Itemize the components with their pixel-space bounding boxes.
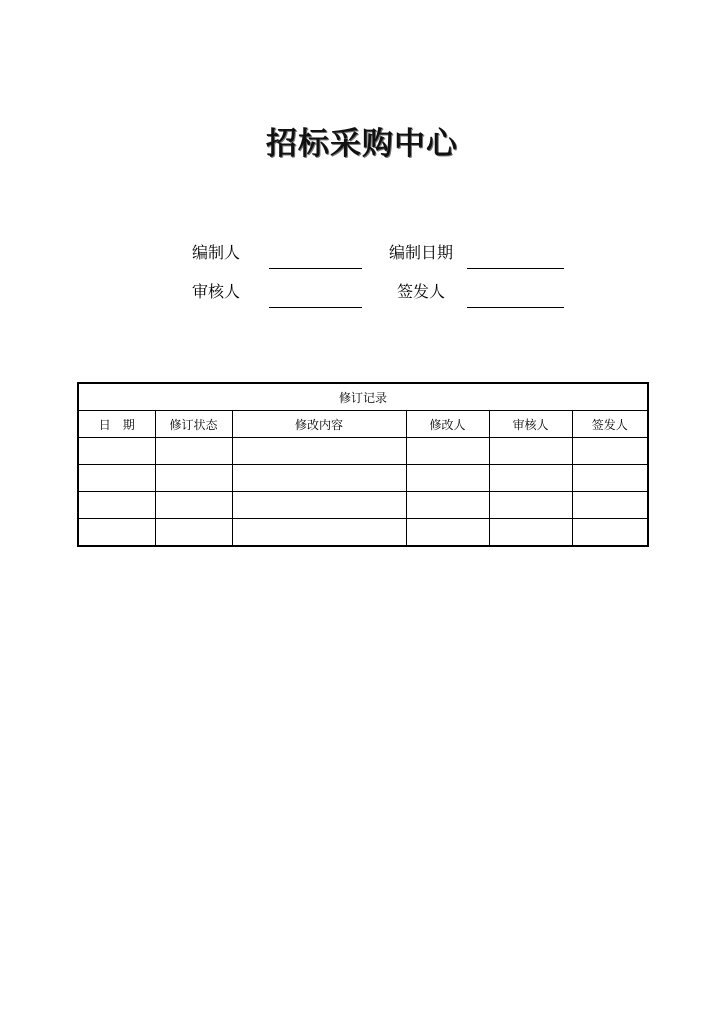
reviewed-by-line bbox=[269, 307, 362, 308]
header-issued-by: 签发人 bbox=[572, 411, 648, 438]
table-cell bbox=[155, 465, 232, 492]
issued-by-label: 签发人 bbox=[397, 282, 446, 301]
table-caption-row bbox=[78, 383, 648, 411]
table-cell bbox=[232, 519, 406, 547]
table-caption: 修订记录 bbox=[78, 383, 648, 411]
table-row bbox=[78, 492, 648, 519]
table-cell bbox=[406, 492, 489, 519]
table-row bbox=[78, 438, 648, 465]
table-cell bbox=[489, 438, 572, 465]
table-cell bbox=[406, 519, 489, 547]
issued-by-line bbox=[467, 307, 564, 308]
table-cell bbox=[155, 519, 232, 547]
header-date: 日 期 bbox=[78, 411, 155, 438]
prepared-date-label: 编制日期 bbox=[389, 243, 454, 262]
table-row bbox=[78, 465, 648, 492]
table-cell bbox=[232, 438, 406, 465]
document-title: 招标采购中心 bbox=[266, 126, 458, 162]
header-change-content: 修改内容 bbox=[232, 411, 406, 438]
table-cell bbox=[489, 492, 572, 519]
table-cell bbox=[406, 438, 489, 465]
table-cell bbox=[78, 438, 155, 465]
table-cell bbox=[232, 492, 406, 519]
table-cell bbox=[78, 492, 155, 519]
prepared-by-label: 编制人 bbox=[192, 243, 241, 262]
table-cell bbox=[155, 438, 232, 465]
table-cell bbox=[489, 519, 572, 547]
revision-record-table bbox=[77, 382, 649, 547]
table-cell bbox=[406, 465, 489, 492]
header-reviewed-by: 审核人 bbox=[489, 411, 572, 438]
table-cell bbox=[155, 492, 232, 519]
header-revision-status: 修订状态 bbox=[155, 411, 232, 438]
reviewed-by-label: 审核人 bbox=[192, 282, 241, 301]
table-cell bbox=[489, 465, 572, 492]
header-modified-by: 修改人 bbox=[406, 411, 489, 438]
table-row bbox=[78, 519, 648, 547]
table-cell bbox=[78, 465, 155, 492]
table-cell bbox=[572, 492, 648, 519]
prepared-date-line bbox=[467, 268, 564, 269]
table-cell bbox=[232, 465, 406, 492]
table-cell bbox=[572, 465, 648, 492]
prepared-by-line bbox=[269, 268, 362, 269]
table-cell bbox=[572, 519, 648, 547]
table-cell bbox=[78, 519, 155, 547]
table-header-row bbox=[78, 411, 648, 438]
table-cell bbox=[572, 438, 648, 465]
